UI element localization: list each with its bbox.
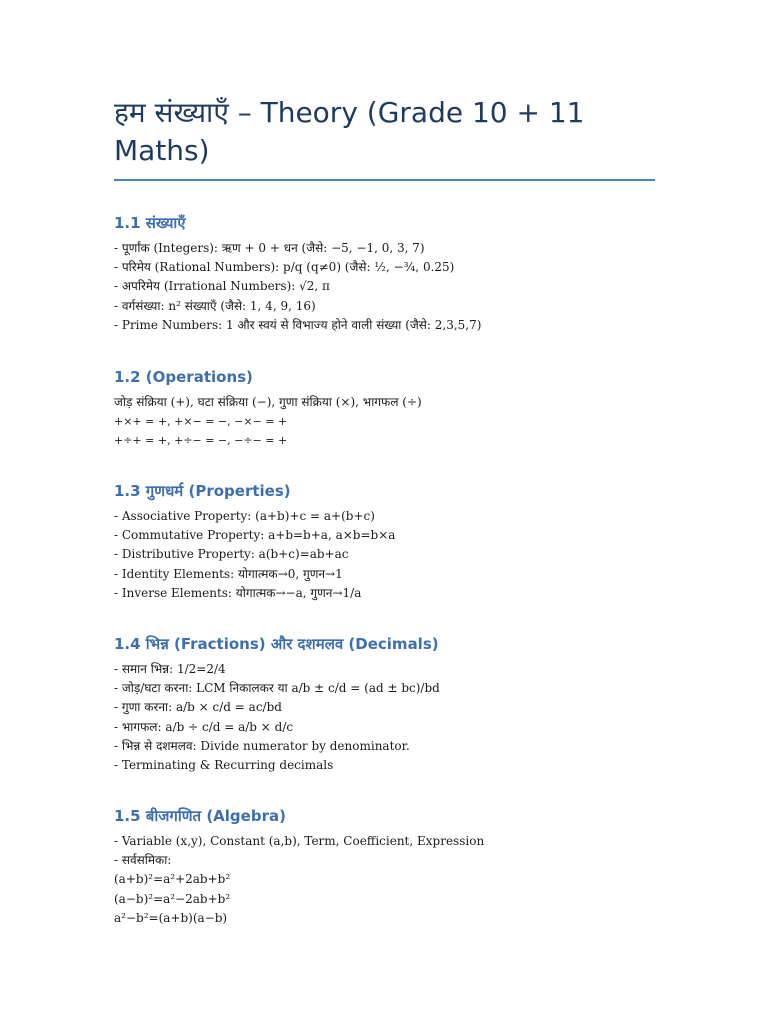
text-line: - भिन्न से दशमलव: Divide numerator by denominator. [114,738,410,753]
section-numbers [114,213,674,335]
text-line: - भागफल: a/b ÷ c/d = a/b × d/c [114,719,294,734]
text-line: - Inverse Elements: योगात्मक→−a, गुणन→1/a [114,585,362,600]
text-line: - Identity Elements: योगात्मक→0, गुणन→1 [114,566,343,581]
section-heading: 1.5 बीजगणित (Algebra) [114,807,286,825]
text-line: - Prime Numbers: 1 और स्वयं से विभाज्य होने वाली संख्या (जैसे: 2,3,5,7) [114,317,482,332]
text-line: +÷+ = +, +÷− = −, −÷− = + [114,434,288,448]
text-line: - Commutative Property: a+b=b+a, a×b=b×a [114,528,396,543]
text-line: +×+ = +, +×− = −, −×− = + [114,415,288,429]
formula-line: (a−b)²=a²−2ab+b² [114,891,231,906]
text-line: - अपरिमेय (Irrational Numbers): √2, π [114,279,330,294]
page-title: हम संख्याएँ – Theory (Grade 10 + 11 Maths) [114,96,585,167]
section-operations [114,367,674,451]
section-heading: 1.2 (Operations) [114,368,253,386]
text-line: - समान भिन्न: 1/2=2/4 [114,662,226,676]
text-line: - जोड़/घटा करना: LCM निकालकर या a/b ± c/d = (ad ± bc)/bd [114,681,440,696]
text-line: - सर्वसमिका: [114,853,172,868]
text-line: - Distributive Property: a(b+c)=ab+ac [114,547,349,562]
text-line: - Terminating & Recurring decimals [114,758,334,773]
section-properties [114,481,674,603]
section-heading: 1.1 संख्याएँ [114,214,186,232]
text-line: - गुणा करना: a/b × c/d = ac/bd [114,700,282,715]
section-heading: 1.3 गुणधर्म (Properties) [114,482,291,500]
text-line: - पूर्णांक (Integers): ऋण + 0 + धन (जैसे: −5, −1, 0, 3, 7) [114,241,425,255]
text-line: - Associative Property: (a+b)+c = a+(b+c) [114,509,375,523]
text-line: - Variable (x,y), Constant (a,b), Term, Coefficient, Expression [114,834,485,848]
text-line: जोड़ संक्रिया (+), घटा संक्रिया (−), गुणा संक्रिया (×), भागफल (÷) [114,395,422,409]
formula-line: a²−b²=(a+b)(a−b) [114,910,228,925]
section-fractions [114,634,674,775]
title-rule [114,179,655,181]
text-line: - परिमेय (Rational Numbers): p/q (q≠0) (जैसे: ½, −¾, 0.25) [114,260,455,275]
text-line: - वर्गसंख्या: n² संख्याएँ (जैसे: 1, 4, 9, 16) [114,298,316,313]
section-heading: 1.4 भिन्न (Fractions) और दशमलव (Decimals) [114,635,439,653]
section-algebra [114,806,674,928]
formula-line: (a+b)²=a²+2ab+b² [114,872,231,887]
